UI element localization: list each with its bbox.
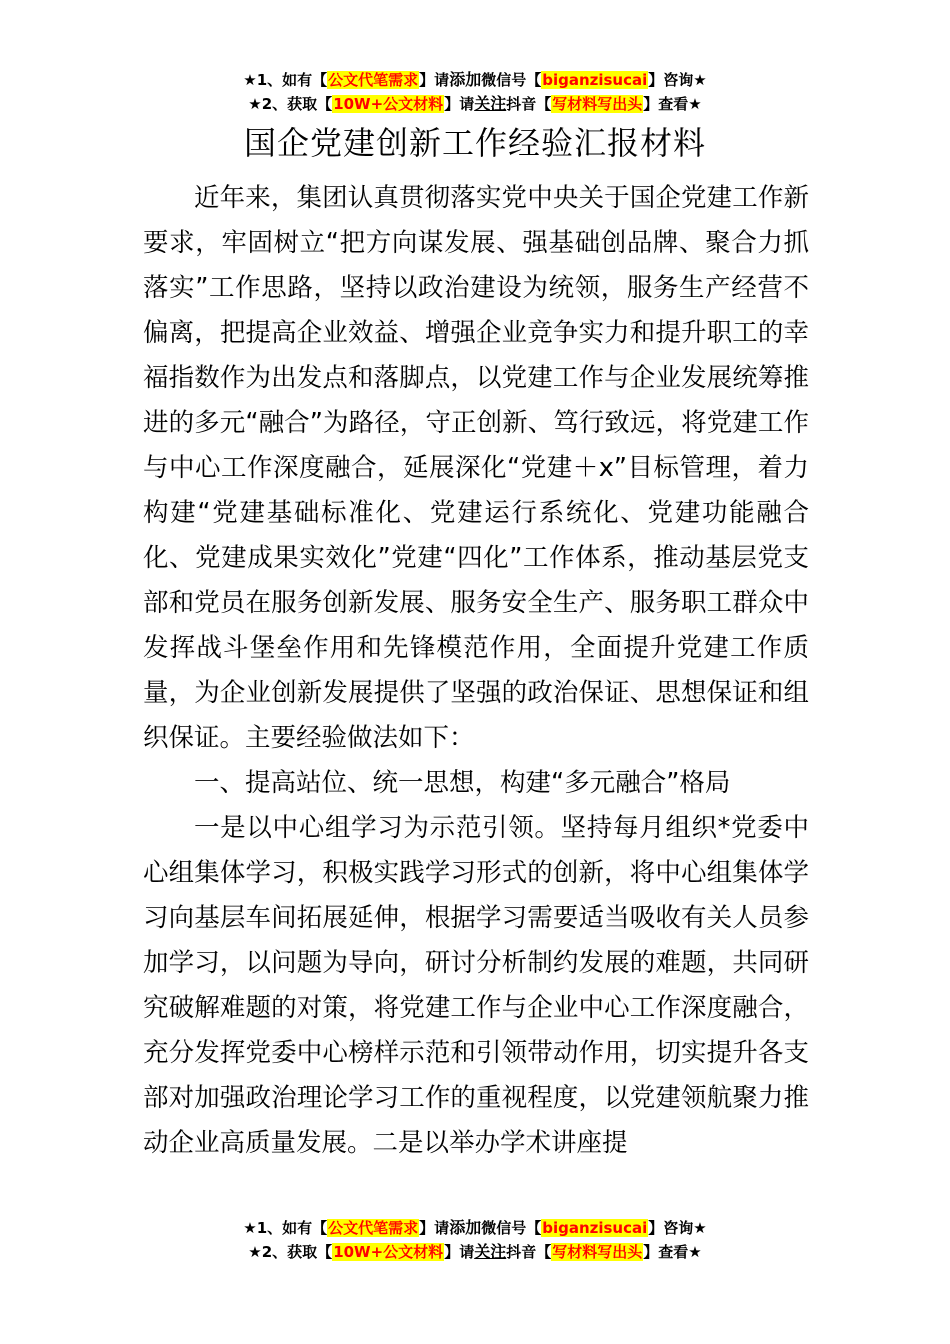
intro-paragraph: 近年来，集团认真贯彻落实党中央关于国企党建工作新要求，牢固树立“把方向谋发展、强基础创品牌、聚合力抓落实”工作思路，坚持以政治建设为统领，服务生产经营不偏离，把提高企业效益、增强企业竞争实力和提升职工的幸福指数作为出发点和落脚点，以党建工作与企业发展统筹推进的多元“融合”为路径，守正创新、笃行致远，将党建工作与中心工作深度融合，延展深化“党建＋x”目标管理，着力构建“党建基础标准化、党建运行系统化、党建功能融合化、党建成果实效化”党建“四化”工作体系，推动基层党支部和党员在服务创新发展、服务安全生产、服务职工群众中发挥战斗堡垒作用和先锋模范作用，全面提升党建工作质量，为企业创新发展提供了坚强的政治保证、思想保证和组织保证。主要经验做法如下： bbox=[143, 183, 809, 753]
highlight-wechat-id: biganzisucai bbox=[542, 1219, 648, 1237]
promo-text: 】请 bbox=[419, 1219, 450, 1237]
promo-text: ★2、获取【 bbox=[248, 95, 333, 113]
highlight-douyin-account: 写材料写出头 bbox=[552, 95, 643, 113]
promo-text: 微信号【 bbox=[481, 1219, 542, 1237]
emphasis-text: 关注 bbox=[474, 1242, 507, 1261]
promo-line-1 bbox=[0, 1216, 950, 1240]
highlight-service: 公文代笔需求 bbox=[328, 71, 419, 89]
promo-text: 抖音【 bbox=[506, 1243, 552, 1261]
promo-text: 抖音【 bbox=[506, 95, 552, 113]
promo-text: 】查看★ bbox=[643, 1243, 702, 1261]
document-body bbox=[143, 176, 809, 1166]
promo-text: ★1、如有【 bbox=[243, 1219, 328, 1237]
promo-line-2 bbox=[0, 1240, 950, 1264]
emphasis-text: 添加 bbox=[449, 70, 482, 89]
promo-text: 】请 bbox=[444, 95, 475, 113]
body-paragraph: 一是以中心组学习为示范引领。坚持每月组织*党委中心组集体学习，积极实践学习形式的创新，将中心组集体学习向基层车间拓展延伸，根据学习需要适当吸收有关人员参加学习，以问题为导向，研讨分析制约发展的难题，共同研究破解难题的对策，将党建工作与企业中心工作深度融合，充分发挥党委中心榜样示范和引领带动作用，切实提升各支部对加强政治理论学习工作的重视程度，以党建领航聚力推动企业高质量发展。二是以举办学术讲座提 bbox=[143, 813, 809, 1158]
emphasis-text: 添加 bbox=[449, 1218, 482, 1237]
highlight-materials: 10W+公文材料 bbox=[333, 95, 444, 113]
promo-banner-bottom bbox=[0, 1216, 950, 1264]
promo-text: 】请 bbox=[444, 1243, 475, 1261]
highlight-wechat-id: biganzisucai bbox=[542, 71, 648, 89]
promo-text: ★2、获取【 bbox=[248, 1243, 333, 1261]
highlight-materials: 10W+公文材料 bbox=[333, 1243, 444, 1261]
promo-text: 】咨询★ bbox=[648, 71, 707, 89]
promo-text: 】请 bbox=[419, 71, 450, 89]
highlight-service: 公文代笔需求 bbox=[328, 1219, 419, 1237]
promo-line-1 bbox=[0, 68, 950, 92]
section-heading: 一、提高站位、统一思想，构建“多元融合”格局 bbox=[194, 768, 731, 798]
promo-text: 】咨询★ bbox=[648, 1219, 707, 1237]
promo-line-2 bbox=[0, 92, 950, 116]
promo-text: 】查看★ bbox=[643, 95, 702, 113]
promo-text: ★1、如有【 bbox=[243, 71, 328, 89]
document-title: 国企党建创新工作经验汇报材料 bbox=[243, 124, 706, 162]
highlight-douyin-account: 写材料写出头 bbox=[552, 1243, 643, 1261]
emphasis-text: 关注 bbox=[474, 94, 507, 113]
promo-text: 微信号【 bbox=[481, 71, 542, 89]
promo-banner-top bbox=[0, 68, 950, 116]
